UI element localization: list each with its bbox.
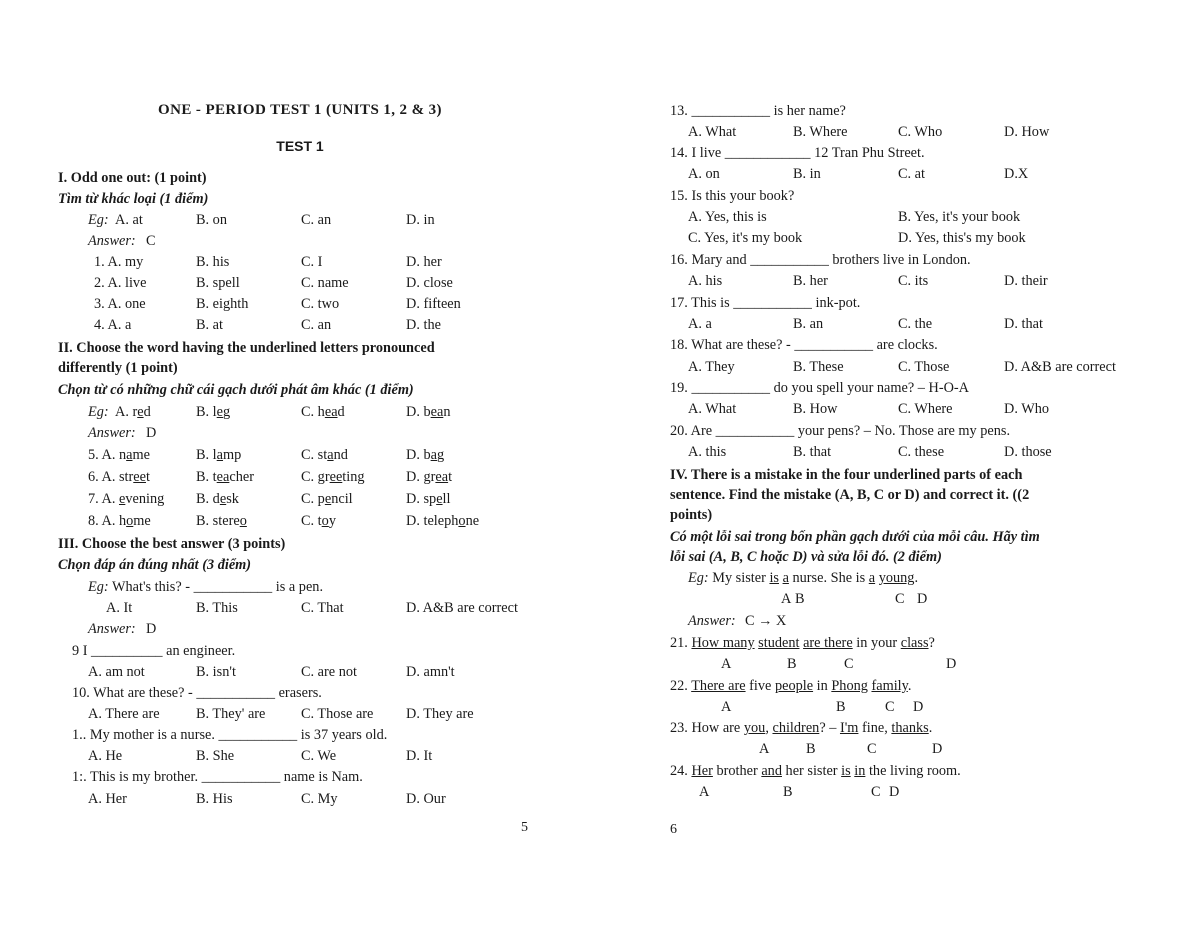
section-2-item: 7. A. evening B. desk C. pencil D. spell — [88, 491, 451, 507]
section-1-item: 3. A. one B. eighth C. two D. fifteen — [94, 296, 461, 312]
section-2-item: 5. A. name B. lamp C. stand D. bag — [88, 447, 445, 463]
question-24-letters: A B C D — [699, 784, 900, 800]
section-1-item: 1. A. my B. his C. I D. her — [94, 254, 442, 270]
section-1-item: 4. A. a B. at C. an D. the — [94, 317, 441, 333]
question-15-options-ab: A. Yes, this is B. Yes, it's your book — [688, 209, 1021, 225]
question-9: 9 I __________ an engineer. — [72, 643, 236, 659]
question-20: 20. Are ___________ your pens? – No. Those are my pens. — [670, 423, 1011, 439]
section-3-example-options: A. It B. This C. That D. A&B are correct — [106, 600, 518, 616]
question-11-options: A. He B. She C. We D. It — [88, 748, 433, 764]
section-2-item: 6. A. street B. teacher C. greeting D. great — [88, 469, 453, 485]
question-23: 23. How are you, children? – I'm fine, thanks. — [670, 720, 933, 736]
section-4-example: Eg: My sister is a nurse. She is a young. — [688, 570, 919, 586]
section-1-example: Eg: A. at B. on C. an D. in — [88, 212, 435, 228]
question-19: 19. ___________ do you spell your name? – H-O-A — [670, 380, 969, 396]
question-9-options: A. am not B. isn't C. are not D. amn't — [88, 664, 455, 680]
question-14-options: A. on B. in C. at D.X — [688, 166, 1029, 182]
right-page — [600, 0, 1200, 927]
question-21-letters: A B C D — [721, 656, 957, 672]
section-1-answer: Answer: C — [88, 233, 156, 249]
section-2-answer: Answer: D — [88, 425, 157, 441]
question-10-options: A. There are B. They' are C. Those are D. They are — [88, 706, 474, 722]
section-4-heading-cont: sentence. Find the mistake (A, B, C or D) and correct it. ((2 — [670, 487, 1030, 503]
page-number: 6 — [670, 822, 677, 837]
question-16-options: A. his B. her C. its D. their — [688, 273, 1048, 289]
question-13: 13. ___________ is her name? — [670, 103, 846, 119]
question-24: 24. Her brother and her sister is in the living room. — [670, 763, 961, 779]
question-12-options: A. Her B. His C. My D. Our — [88, 791, 446, 807]
section-4-heading-cont: points) — [670, 507, 713, 523]
question-13-options: A. What B. Where C. Who D. How — [688, 124, 1050, 140]
section-3-subheading: Chọn đáp án đúng nhất (3 điểm) — [58, 557, 252, 573]
section-3-heading: III. Choose the best answer (3 points) — [58, 536, 286, 552]
section-2-heading-cont: differently (1 point) — [58, 360, 178, 376]
question-10: 10. What are these? - ___________ erasers. — [72, 685, 322, 701]
question-19-options: A. What B. How C. Where D. Who — [688, 401, 1050, 417]
question-17: 17. This is ___________ ink-pot. — [670, 295, 861, 311]
section-3-answer: Answer: D — [88, 621, 157, 637]
section-3-example: Eg: What's this? - ___________ is a pen. — [88, 579, 324, 595]
question-11: 1.. My mother is a nurse. ___________ is 37 years old. — [72, 727, 388, 743]
question-15: 15. Is this your book? — [670, 188, 795, 204]
section-4-heading: IV. There is a mistake in the four underlined parts of each — [670, 467, 1023, 483]
question-23-letters: A B C D — [759, 741, 943, 757]
section-2-item: 8. A. home B. stereo C. toy D. telephone — [88, 513, 480, 529]
section-1-subheading: Tìm từ khác loại (1 điểm) — [58, 191, 209, 207]
question-18: 18. What are these? - ___________ are clocks. — [670, 337, 938, 353]
section-2-subheading: Chọn từ có những chữ cái gạch dưới phát âm khác (1 điểm) — [58, 382, 414, 398]
question-22: 22. There are five people in Phong family. — [670, 678, 912, 694]
page-number: 5 — [521, 820, 528, 835]
section-4-subheading-cont: lỗi sai (A, B, C hoặc D) và sửa lỗi đó. (2 điểm) — [670, 549, 942, 565]
section-1-item: 2. A. live B. spell C. name D. close — [94, 275, 453, 291]
section-4-example-letters: A B C D — [781, 591, 928, 607]
section-4-answer: Answer: C → X — [688, 613, 787, 629]
section-4-subheading: Có một lỗi sai trong bốn phần gạch dưới của mỗi câu. Hãy tìm — [670, 529, 1040, 545]
test-title: ONE - PERIOD TEST 1 (UNITS 1, 2 & 3) — [158, 102, 442, 118]
section-2-example: Eg: A. red B. leg C. head D. bean — [88, 404, 451, 420]
question-21: 21. How many student are there in your class? — [670, 635, 935, 651]
question-15-options-cd: C. Yes, it's my book D. Yes, this's my book — [688, 230, 1026, 246]
test-label: TEST 1 — [276, 138, 324, 154]
question-17-options: A. a B. an C. the D. that — [688, 316, 1043, 332]
section-2-heading: II. Choose the word having the underlined letters pronounced — [58, 340, 435, 356]
question-16: 16. Mary and ___________ brothers live in London. — [670, 252, 971, 268]
question-20-options: A. this B. that C. these D. those — [688, 444, 1052, 460]
question-12: 1:. This is my brother. ___________ name is Nam. — [72, 769, 363, 785]
section-1-heading: I. Odd one out: (1 point) — [58, 170, 207, 186]
question-22-letters: A B C D — [721, 699, 924, 715]
question-14: 14. I live ____________ 12 Tran Phu Street. — [670, 145, 925, 161]
question-18-options: A. They B. These C. Those D. A&B are correct — [688, 359, 1116, 375]
